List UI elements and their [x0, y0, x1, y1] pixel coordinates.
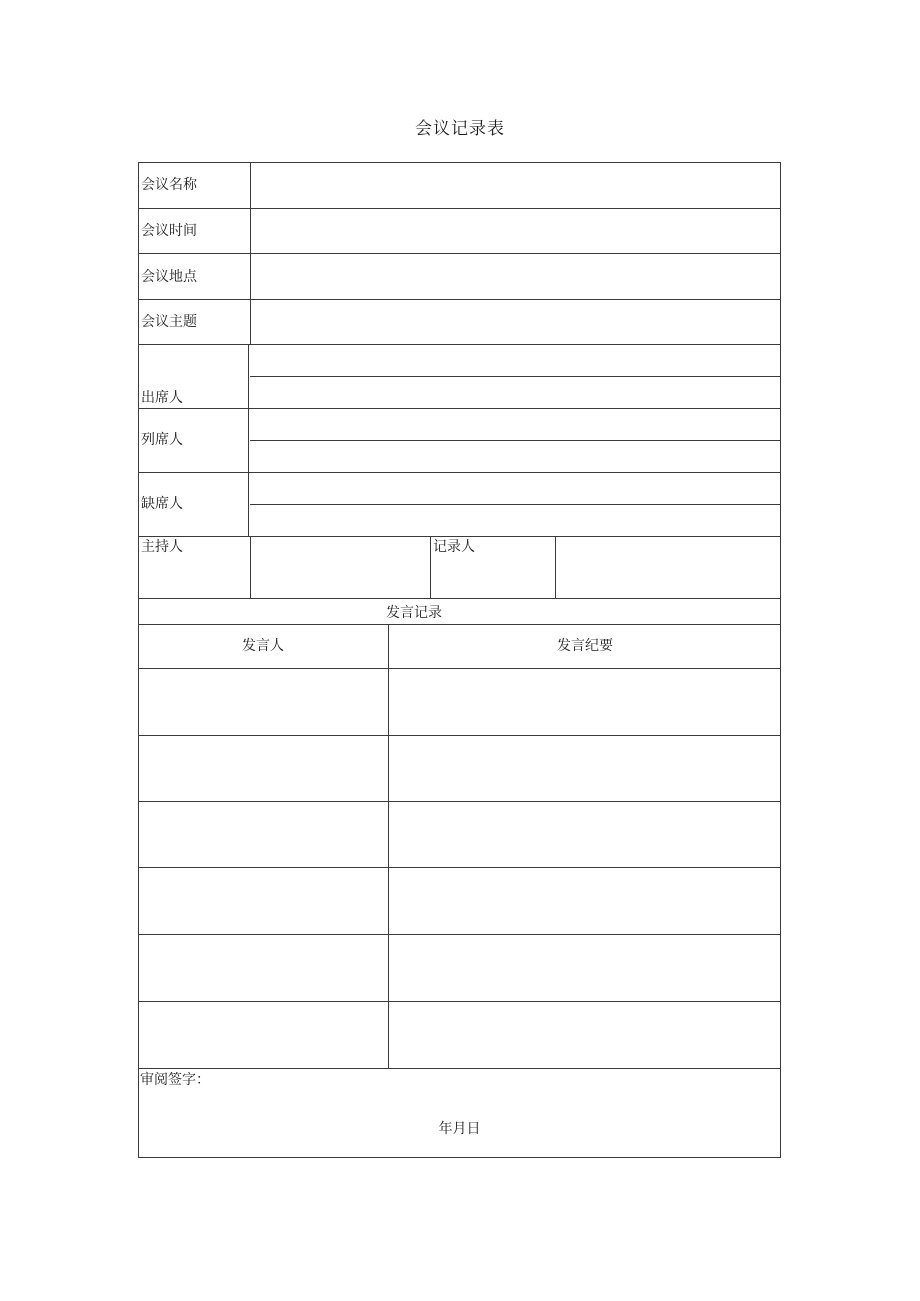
absentees-label: 缺席人 [141, 496, 183, 512]
meeting-location-field[interactable] [251, 254, 780, 299]
speaker-cell[interactable] [139, 669, 388, 735]
col-divider [248, 344, 249, 537]
table-border-right [780, 162, 781, 1158]
recorder-label: 记录人 [433, 539, 475, 555]
meeting-topic-field[interactable] [251, 300, 780, 344]
speaker-cell[interactable] [139, 1002, 388, 1068]
meeting-time-field[interactable] [251, 209, 780, 253]
signature-date: 年月日 [438, 1121, 481, 1137]
meeting-topic-label: 会议主题 [141, 314, 197, 330]
meeting-record-form [138, 162, 781, 1158]
row-divider [138, 1068, 781, 1069]
absentees-field-2[interactable] [251, 505, 780, 536]
row-divider [138, 598, 781, 599]
speaker-cell[interactable] [139, 935, 388, 1001]
signature-field[interactable] [139, 1091, 780, 1121]
speech-record-heading: 发言记录 [386, 605, 442, 621]
host-field[interactable] [251, 537, 430, 598]
summary-cell[interactable] [389, 935, 780, 1001]
attendees-field-2[interactable] [251, 377, 780, 408]
summary-cell[interactable] [389, 669, 780, 735]
observers-label: 列席人 [141, 432, 183, 448]
attendees-field-1[interactable] [251, 345, 780, 376]
review-signature-label: 审阅签字： [140, 1072, 210, 1088]
meeting-time-label: 会议时间 [141, 223, 197, 239]
speaker-column-header: 发言人 [242, 638, 284, 654]
attendees-label: 出席人 [141, 390, 183, 406]
speaker-cell[interactable] [139, 736, 388, 801]
page-title: 会议记录表 [415, 119, 505, 139]
summary-cell[interactable] [389, 868, 780, 934]
col-divider [430, 536, 431, 599]
row-divider [138, 624, 781, 625]
observers-field-2[interactable] [251, 441, 780, 472]
speaker-cell[interactable] [139, 868, 388, 934]
summary-cell[interactable] [389, 802, 780, 867]
summary-cell[interactable] [389, 1002, 780, 1068]
table-border-bottom [138, 1157, 781, 1158]
observers-field-1[interactable] [251, 409, 780, 440]
summary-column-header: 发言纪要 [557, 638, 613, 654]
speaker-cell[interactable] [139, 802, 388, 867]
meeting-name-label: 会议名称 [141, 177, 197, 193]
summary-cell[interactable] [389, 736, 780, 801]
host-label: 主持人 [141, 539, 183, 555]
absentees-field-1[interactable] [251, 473, 780, 504]
meeting-name-field[interactable] [251, 163, 780, 208]
meeting-location-label: 会议地点 [141, 269, 197, 285]
recorder-field[interactable] [556, 537, 780, 598]
